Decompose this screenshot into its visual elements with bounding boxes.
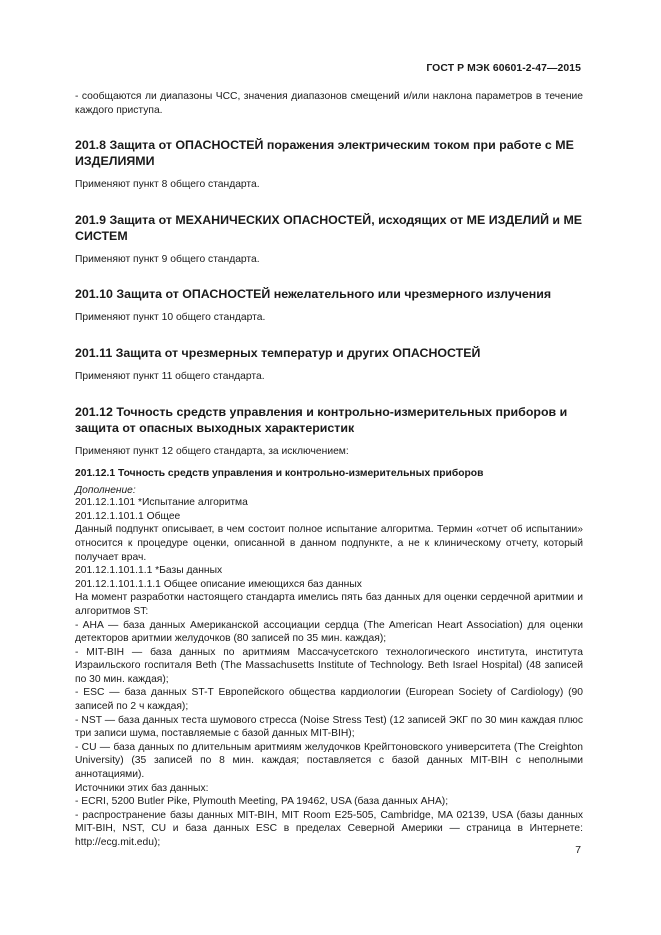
clause-line: 201.12.1.101.1.1 *Базы данных bbox=[75, 565, 223, 577]
standard-header: ГОСТ Р МЭК 60601-2-47—2015 bbox=[426, 63, 581, 74]
list-item: - распространение базы данных MIT-BIH, MIT Room E25-505, Cambridge, MA 02139, USA (базы данных MIT-BIH, NST, CU и база данных ESC в пределах Северной Америки — страница в Интернете: http://ecg.mit.edu); bbox=[75, 809, 583, 848]
list-item: - MIT-BIH — база данных по аритмиям Массачусетского технологического института, института Израильского госпиталя Beth (The Massachusetts Institute of Technology. Beth Israel Hospital) (48 записей по 30 мин. каждая); bbox=[75, 646, 583, 685]
addition-note: Дополнение: bbox=[75, 485, 136, 497]
page-number: 7 bbox=[575, 845, 581, 856]
list-item: - ECRI, 5200 Butler Pike, Plymouth Meeting, PA 19462, USA (база данных AHA); bbox=[75, 796, 449, 808]
clause-line: 201.12.1.101.1.1.1 Общее описание имеющихся баз данных bbox=[75, 578, 362, 590]
section-text: Применяют пункт 12 общего стандарта, за исключением: bbox=[75, 445, 349, 457]
subsection-title: 201.12.1 Точность средств управления и контрольно-измерительных приборов bbox=[75, 468, 484, 480]
clause-line: 201.12.1.101 *Испытание алгоритма bbox=[75, 497, 248, 509]
document-body bbox=[75, 90, 583, 850]
section-text: Применяют пункт 11 общего стандарта. bbox=[75, 370, 265, 382]
list-item: - NST — база данных теста шумового стресса (Noise Stress Test) (12 записей ЭКГ по 30 мин каждая плюс три записи шума, поставляемые с базой данных MIT-BIH); bbox=[75, 714, 583, 740]
intro-paragraph: - сообщаются ли диапазоны ЧСС, значения диапазонов смещений и/или наклона параметров в течение каждого приступа. bbox=[75, 91, 583, 116]
section-heading: 201.10 Защита от ОПАСНОСТЕЙ нежелательного или чрезмерного излучения bbox=[75, 287, 552, 302]
clause-line: 201.12.1.101.1 Общее bbox=[75, 510, 181, 522]
section-heading: 201.9 Защита от МЕХАНИЧЕСКИХ ОПАСНОСТЕЙ, исходящих от МЕ ИЗДЕЛИЙ и МЕ СИСТЕМ bbox=[75, 212, 583, 243]
section-heading: 201.11 Защита от чрезмерных температур и других ОПАСНОСТЕЙ bbox=[75, 345, 481, 360]
list-item: - AHA — база данных Американской ассоциации сердца (The American Heart Association) для оценки детекторов аритмии желудочков (80 записей по 35 мин. каждая); bbox=[75, 619, 583, 645]
body-paragraph: Данный подпункт описывает, в чем состоит полное испытание алгоритма. Термин «отчет об испытании» относится к процедуре оценки, описанной в данном подпункте, а не к клиническому отчету, который получает врач. bbox=[75, 524, 583, 563]
section-heading: 201.8 Защита от ОПАСНОСТЕЙ поражения электрическим током при работе с МЕ ИЗДЕЛИЯМИ bbox=[75, 138, 574, 169]
list-item: - ESC — база данных ST-T Европейского общества кардиологии (European Society of Cardiology) (90 записей по 2 ч каждая); bbox=[75, 687, 583, 713]
section-text: Применяют пункт 10 общего стандарта. bbox=[75, 312, 266, 324]
sources-title: Источники этих баз данных: bbox=[75, 782, 209, 794]
section-text: Применяют пункт 9 общего стандарта. bbox=[75, 253, 260, 265]
section-text: Применяют пункт 8 общего стандарта. bbox=[75, 179, 260, 191]
list-item: - CU — база данных по длительным аритмиям желудочков Крейгтоновского университета (The Creighton University) (35 записей по 8 мин. каждая; поставляется с базой данных MIT-BIH с неполными аннотациями). bbox=[75, 741, 583, 781]
section-heading: 201.12 Точность средств управления и контрольно-измерительных приборов и защита от опасных выходных характеристик bbox=[75, 404, 568, 435]
body-paragraph: На момент разработки настоящего стандарта имелись пять баз данных для оценки сердечной аритмии и алгоритмов ST: bbox=[75, 592, 583, 617]
